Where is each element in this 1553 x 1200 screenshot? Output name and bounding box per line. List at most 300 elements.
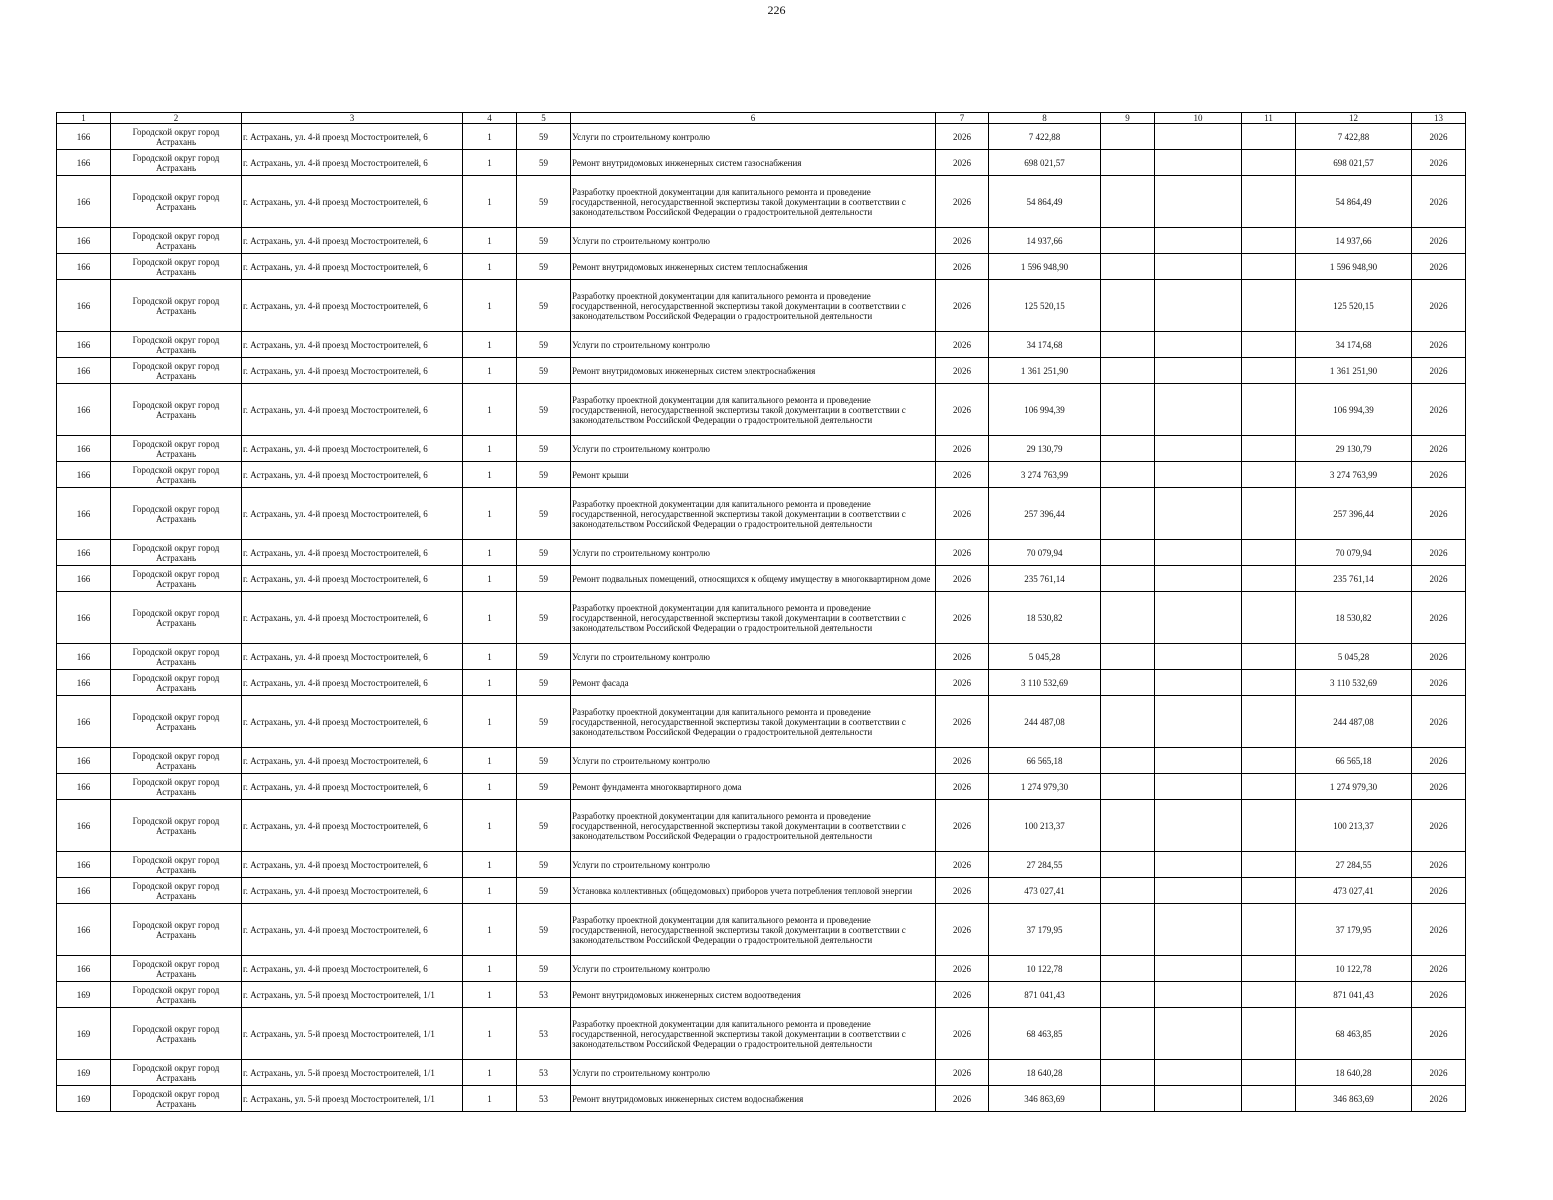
cell-row-number: 166: [57, 566, 111, 592]
cell-col-10: [1155, 540, 1242, 566]
cell-row-number: 166: [57, 748, 111, 774]
cell-work-type: Услуги по строительному контролю: [571, 332, 936, 358]
cell-col-10: [1155, 748, 1242, 774]
cell-completion-year: 2026: [1412, 1008, 1466, 1060]
cell-year: 2026: [936, 1086, 989, 1112]
cell-row-number: 169: [57, 1008, 111, 1060]
cell-work-type: Разработку проектной документации для капитального ремонта и проведение государственной, негосударственной экспертизы такой документации в соответствии с законодательством Российской Федерации о градостроительной деятельности: [571, 488, 936, 540]
table-row: [57, 748, 1466, 774]
cell-col-9: [1101, 670, 1155, 696]
cell-completion-year: 2026: [1412, 384, 1466, 436]
cell-col-9: [1101, 956, 1155, 982]
cell-col-4: 1: [463, 254, 517, 280]
cell-col-5: 59: [517, 904, 571, 956]
cell-col-5: 53: [517, 1086, 571, 1112]
cell-col-5: 59: [517, 852, 571, 878]
cell-completion-year: 2026: [1412, 982, 1466, 1008]
cell-col-11: [1242, 878, 1296, 904]
cell-cost: 34 174,68: [989, 332, 1101, 358]
cell-cost: 5 045,28: [989, 644, 1101, 670]
column-header-7: 7: [936, 113, 989, 124]
cell-col-9: [1101, 696, 1155, 748]
cell-address: г. Астрахань, ул. 4-й проезд Мостостроителей, 6: [242, 280, 463, 332]
cell-col-10: [1155, 280, 1242, 332]
cell-municipality: Городской округ город Астрахань: [111, 644, 242, 670]
cell-col-9: [1101, 488, 1155, 540]
cell-address: г. Астрахань, ул. 5-й проезд Мостостроителей, 1/1: [242, 982, 463, 1008]
cell-total: 871 041,43: [1296, 982, 1412, 1008]
cell-col-10: [1155, 566, 1242, 592]
cell-col-4: 1: [463, 150, 517, 176]
cell-col-10: [1155, 852, 1242, 878]
cell-year: 2026: [936, 254, 989, 280]
cell-col-11: [1242, 150, 1296, 176]
cell-col-4: 1: [463, 956, 517, 982]
cell-col-5: 59: [517, 436, 571, 462]
cell-work-type: Разработку проектной документации для капитального ремонта и проведение государственной, негосударственной экспертизы такой документации в соответствии с законодательством Российской Федерации о градостроительной деятельности: [571, 904, 936, 956]
cell-col-4: 1: [463, 332, 517, 358]
cell-completion-year: 2026: [1412, 774, 1466, 800]
cell-municipality: Городской округ город Астрахань: [111, 748, 242, 774]
cell-row-number: 169: [57, 1086, 111, 1112]
cell-row-number: 166: [57, 332, 111, 358]
column-header-1: 1: [57, 113, 111, 124]
cell-total: 34 174,68: [1296, 332, 1412, 358]
cell-work-type: Разработку проектной документации для капитального ремонта и проведение государственной, негосударственной экспертизы такой документации в соответствии с законодательством Российской Федерации о градостроительной деятельности: [571, 696, 936, 748]
cell-total: 70 079,94: [1296, 540, 1412, 566]
column-header-3: 3: [242, 113, 463, 124]
cell-cost: 27 284,55: [989, 852, 1101, 878]
cell-col-11: [1242, 748, 1296, 774]
cell-municipality: Городской округ город Астрахань: [111, 904, 242, 956]
cell-col-9: [1101, 982, 1155, 1008]
table-row: [57, 488, 1466, 540]
cell-col-10: [1155, 592, 1242, 644]
cell-col-9: [1101, 358, 1155, 384]
cell-col-9: [1101, 644, 1155, 670]
cell-col-9: [1101, 254, 1155, 280]
cell-cost: 473 027,41: [989, 878, 1101, 904]
cell-completion-year: 2026: [1412, 644, 1466, 670]
cell-municipality: Городской округ город Астрахань: [111, 228, 242, 254]
cell-address: г. Астрахань, ул. 4-й проезд Мостостроителей, 6: [242, 540, 463, 566]
cell-col-9: [1101, 124, 1155, 150]
cell-row-number: 166: [57, 956, 111, 982]
cell-total: 10 122,78: [1296, 956, 1412, 982]
cell-address: г. Астрахань, ул. 4-й проезд Мостостроителей, 6: [242, 436, 463, 462]
cell-year: 2026: [936, 592, 989, 644]
cell-col-5: 59: [517, 254, 571, 280]
header-row: [57, 113, 1466, 124]
cell-work-type: Услуги по строительному контролю: [571, 852, 936, 878]
cell-col-9: [1101, 800, 1155, 852]
cell-completion-year: 2026: [1412, 436, 1466, 462]
cell-col-4: 1: [463, 670, 517, 696]
cell-work-type: Разработку проектной документации для капитального ремонта и проведение государственной, негосударственной экспертизы такой документации в соответствии с законодательством Российской Федерации о градостроительной деятельности: [571, 800, 936, 852]
cell-col-10: [1155, 1008, 1242, 1060]
cell-col-11: [1242, 696, 1296, 748]
cell-cost: 346 863,69: [989, 1086, 1101, 1112]
cell-col-9: [1101, 228, 1155, 254]
cell-work-type: Ремонт внутридомовых инженерных систем электроснабжения: [571, 358, 936, 384]
cell-address: г. Астрахань, ул. 4-й проезд Мостостроителей, 6: [242, 566, 463, 592]
cell-work-type: Разработку проектной документации для капитального ремонта и проведение государственной, негосударственной экспертизы такой документации в соответствии с законодательством Российской Федерации о градостроительной деятельности: [571, 592, 936, 644]
cell-col-5: 59: [517, 800, 571, 852]
cell-completion-year: 2026: [1412, 852, 1466, 878]
cell-row-number: 166: [57, 592, 111, 644]
cell-col-4: 1: [463, 1008, 517, 1060]
table-row: [57, 228, 1466, 254]
cell-municipality: Городской округ город Астрахань: [111, 1008, 242, 1060]
table-row: [57, 982, 1466, 1008]
cell-cost: 1 596 948,90: [989, 254, 1101, 280]
cell-year: 2026: [936, 774, 989, 800]
registry-table: [56, 112, 1466, 1112]
cell-year: 2026: [936, 1008, 989, 1060]
cell-work-type: Разработку проектной документации для капитального ремонта и проведение государственной, негосударственной экспертизы такой документации в соответствии с законодательством Российской Федерации о градостроительной деятельности: [571, 176, 936, 228]
cell-year: 2026: [936, 748, 989, 774]
cell-total: 18 640,28: [1296, 1060, 1412, 1086]
cell-col-5: 59: [517, 280, 571, 332]
cell-total: 106 994,39: [1296, 384, 1412, 436]
cell-cost: 244 487,08: [989, 696, 1101, 748]
cell-address: г. Астрахань, ул. 4-й проезд Мостостроителей, 6: [242, 358, 463, 384]
cell-year: 2026: [936, 280, 989, 332]
table-row: [57, 384, 1466, 436]
cell-address: г. Астрахань, ул. 4-й проезд Мостостроителей, 6: [242, 696, 463, 748]
cell-col-10: [1155, 254, 1242, 280]
table-row: [57, 254, 1466, 280]
cell-col-10: [1155, 696, 1242, 748]
cell-address: г. Астрахань, ул. 4-й проезд Мостостроителей, 6: [242, 592, 463, 644]
cell-completion-year: 2026: [1412, 280, 1466, 332]
cell-col-10: [1155, 878, 1242, 904]
cell-total: 244 487,08: [1296, 696, 1412, 748]
cell-total: 68 463,85: [1296, 1008, 1412, 1060]
table-row: [57, 332, 1466, 358]
cell-municipality: Городской округ город Астрахань: [111, 462, 242, 488]
column-header-6: 6: [571, 113, 936, 124]
column-header-4: 4: [463, 113, 517, 124]
cell-work-type: Ремонт крыши: [571, 462, 936, 488]
cell-row-number: 169: [57, 982, 111, 1008]
cell-col-10: [1155, 644, 1242, 670]
cell-col-11: [1242, 176, 1296, 228]
cell-col-11: [1242, 1086, 1296, 1112]
cell-work-type: Ремонт фундамента многоквартирного дома: [571, 774, 936, 800]
cell-cost: 125 520,15: [989, 280, 1101, 332]
cell-col-10: [1155, 358, 1242, 384]
table-row: [57, 540, 1466, 566]
cell-municipality: Городской округ город Астрахань: [111, 384, 242, 436]
cell-col-5: 59: [517, 644, 571, 670]
cell-col-10: [1155, 670, 1242, 696]
cell-col-11: [1242, 982, 1296, 1008]
table-row: [57, 566, 1466, 592]
cell-year: 2026: [936, 462, 989, 488]
cell-address: г. Астрахань, ул. 4-й проезд Мостостроителей, 6: [242, 488, 463, 540]
cell-col-4: 1: [463, 748, 517, 774]
cell-municipality: Городской округ город Астрахань: [111, 488, 242, 540]
cell-work-type: Ремонт внутридомовых инженерных систем водоотведения: [571, 982, 936, 1008]
cell-address: г. Астрахань, ул. 4-й проезд Мостостроителей, 6: [242, 462, 463, 488]
cell-work-type: Услуги по строительному контролю: [571, 540, 936, 566]
cell-completion-year: 2026: [1412, 332, 1466, 358]
cell-total: 257 396,44: [1296, 488, 1412, 540]
column-header-5: 5: [517, 113, 571, 124]
cell-col-9: [1101, 904, 1155, 956]
cell-cost: 1 274 979,30: [989, 774, 1101, 800]
cell-col-4: 1: [463, 774, 517, 800]
cell-col-5: 59: [517, 748, 571, 774]
cell-col-9: [1101, 592, 1155, 644]
cell-total: 1 596 948,90: [1296, 254, 1412, 280]
cell-cost: 3 110 532,69: [989, 670, 1101, 696]
cell-row-number: 166: [57, 358, 111, 384]
cell-col-10: [1155, 228, 1242, 254]
cell-cost: 18 640,28: [989, 1060, 1101, 1086]
column-header-13: 13: [1412, 113, 1466, 124]
cell-col-11: [1242, 644, 1296, 670]
cell-row-number: 166: [57, 488, 111, 540]
cell-year: 2026: [936, 358, 989, 384]
cell-completion-year: 2026: [1412, 540, 1466, 566]
cell-col-5: 59: [517, 124, 571, 150]
cell-address: г. Астрахань, ул. 4-й проезд Мостостроителей, 6: [242, 800, 463, 852]
cell-municipality: Городской округ город Астрахань: [111, 1086, 242, 1112]
cell-col-10: [1155, 332, 1242, 358]
cell-completion-year: 2026: [1412, 228, 1466, 254]
cell-col-4: 1: [463, 592, 517, 644]
cell-work-type: Услуги по строительному контролю: [571, 1060, 936, 1086]
cell-address: г. Астрахань, ул. 4-й проезд Мостостроителей, 6: [242, 852, 463, 878]
cell-col-11: [1242, 566, 1296, 592]
cell-col-10: [1155, 384, 1242, 436]
cell-cost: 18 530,82: [989, 592, 1101, 644]
cell-row-number: 166: [57, 670, 111, 696]
cell-col-11: [1242, 800, 1296, 852]
cell-address: г. Астрахань, ул. 5-й проезд Мостостроителей, 1/1: [242, 1086, 463, 1112]
cell-completion-year: 2026: [1412, 462, 1466, 488]
cell-year: 2026: [936, 982, 989, 1008]
cell-total: 5 045,28: [1296, 644, 1412, 670]
cell-col-10: [1155, 1060, 1242, 1086]
cell-total: 346 863,69: [1296, 1086, 1412, 1112]
cell-row-number: 166: [57, 384, 111, 436]
cell-municipality: Городской округ город Астрахань: [111, 254, 242, 280]
cell-row-number: 166: [57, 540, 111, 566]
cell-work-type: Ремонт внутридомовых инженерных систем газоснабжения: [571, 150, 936, 176]
cell-completion-year: 2026: [1412, 150, 1466, 176]
cell-completion-year: 2026: [1412, 904, 1466, 956]
cell-col-4: 1: [463, 358, 517, 384]
cell-address: г. Астрахань, ул. 4-й проезд Мостостроителей, 6: [242, 332, 463, 358]
cell-col-9: [1101, 1008, 1155, 1060]
cell-col-4: 1: [463, 436, 517, 462]
cell-work-type: Ремонт фасада: [571, 670, 936, 696]
cell-col-4: 1: [463, 644, 517, 670]
table-row: [57, 1086, 1466, 1112]
table-row: [57, 644, 1466, 670]
table-row: [57, 800, 1466, 852]
cell-col-4: 1: [463, 904, 517, 956]
cell-work-type: Услуги по строительному контролю: [571, 228, 936, 254]
cell-completion-year: 2026: [1412, 488, 1466, 540]
cell-total: 3 274 763,99: [1296, 462, 1412, 488]
cell-year: 2026: [936, 956, 989, 982]
table-row: [57, 462, 1466, 488]
cell-year: 2026: [936, 1060, 989, 1086]
cell-col-11: [1242, 436, 1296, 462]
cell-col-11: [1242, 254, 1296, 280]
cell-cost: 100 213,37: [989, 800, 1101, 852]
cell-col-5: 59: [517, 358, 571, 384]
cell-work-type: Установка коллективных (общедомовых) приборов учета потребления тепловой энергии: [571, 878, 936, 904]
cell-cost: 235 761,14: [989, 566, 1101, 592]
cell-address: г. Астрахань, ул. 5-й проезд Мостостроителей, 1/1: [242, 1008, 463, 1060]
cell-col-5: 59: [517, 956, 571, 982]
cell-row-number: 166: [57, 800, 111, 852]
cell-col-9: [1101, 878, 1155, 904]
cell-municipality: Городской округ город Астрахань: [111, 176, 242, 228]
cell-row-number: 166: [57, 644, 111, 670]
cell-col-9: [1101, 332, 1155, 358]
cell-col-10: [1155, 904, 1242, 956]
cell-col-4: 1: [463, 462, 517, 488]
table-row: [57, 124, 1466, 150]
cell-year: 2026: [936, 124, 989, 150]
column-header-10: 10: [1155, 113, 1242, 124]
cell-col-9: [1101, 384, 1155, 436]
cell-col-9: [1101, 748, 1155, 774]
cell-row-number: 166: [57, 774, 111, 800]
cell-col-4: 1: [463, 800, 517, 852]
cell-cost: 257 396,44: [989, 488, 1101, 540]
table-row: [57, 358, 1466, 384]
cell-col-11: [1242, 280, 1296, 332]
cell-col-11: [1242, 1060, 1296, 1086]
cell-total: 66 565,18: [1296, 748, 1412, 774]
cell-col-10: [1155, 124, 1242, 150]
cell-total: 29 130,79: [1296, 436, 1412, 462]
cell-col-9: [1101, 436, 1155, 462]
cell-col-5: 59: [517, 696, 571, 748]
cell-col-4: 1: [463, 696, 517, 748]
cell-col-5: 53: [517, 982, 571, 1008]
table-row: [57, 1008, 1466, 1060]
cell-completion-year: 2026: [1412, 254, 1466, 280]
cell-cost: 54 864,49: [989, 176, 1101, 228]
cell-municipality: Городской округ город Астрахань: [111, 696, 242, 748]
column-header-12: 12: [1296, 113, 1412, 124]
cell-row-number: 166: [57, 904, 111, 956]
cell-address: г. Астрахань, ул. 5-й проезд Мостостроителей, 1/1: [242, 1060, 463, 1086]
cell-total: 125 520,15: [1296, 280, 1412, 332]
cell-col-10: [1155, 982, 1242, 1008]
cell-col-11: [1242, 956, 1296, 982]
cell-municipality: Городской округ город Астрахань: [111, 774, 242, 800]
cell-col-10: [1155, 488, 1242, 540]
cell-col-5: 59: [517, 566, 571, 592]
cell-total: 698 021,57: [1296, 150, 1412, 176]
cell-cost: 698 021,57: [989, 150, 1101, 176]
cell-col-10: [1155, 800, 1242, 852]
cell-year: 2026: [936, 670, 989, 696]
cell-address: г. Астрахань, ул. 4-й проезд Мостостроителей, 6: [242, 254, 463, 280]
cell-col-11: [1242, 904, 1296, 956]
cell-col-11: [1242, 384, 1296, 436]
cell-row-number: 166: [57, 228, 111, 254]
cell-col-9: [1101, 774, 1155, 800]
cell-work-type: Разработку проектной документации для капитального ремонта и проведение государственной, негосударственной экспертизы такой документации в соответствии с законодательством Российской Федерации о градостроительной деятельности: [571, 384, 936, 436]
cell-completion-year: 2026: [1412, 696, 1466, 748]
cell-col-11: [1242, 774, 1296, 800]
cell-year: 2026: [936, 436, 989, 462]
cell-col-4: 1: [463, 1060, 517, 1086]
cell-municipality: Городской округ город Астрахань: [111, 878, 242, 904]
cell-cost: 871 041,43: [989, 982, 1101, 1008]
cell-address: г. Астрахань, ул. 4-й проезд Мостостроителей, 6: [242, 774, 463, 800]
cell-year: 2026: [936, 644, 989, 670]
cell-municipality: Городской округ город Астрахань: [111, 436, 242, 462]
table-row: [57, 774, 1466, 800]
cell-col-11: [1242, 228, 1296, 254]
cell-col-10: [1155, 436, 1242, 462]
cell-col-11: [1242, 540, 1296, 566]
table-row: [57, 176, 1466, 228]
cell-completion-year: 2026: [1412, 800, 1466, 852]
cell-col-4: 1: [463, 852, 517, 878]
cell-total: 54 864,49: [1296, 176, 1412, 228]
cell-cost: 37 179,95: [989, 904, 1101, 956]
cell-municipality: Городской округ город Астрахань: [111, 1060, 242, 1086]
cell-work-type: Ремонт подвальных помещений, относящихся к общему имуществу в многоквартирном доме: [571, 566, 936, 592]
table-row: [57, 670, 1466, 696]
cell-address: г. Астрахань, ул. 4-й проезд Мостостроителей, 6: [242, 878, 463, 904]
cell-year: 2026: [936, 566, 989, 592]
cell-completion-year: 2026: [1412, 1086, 1466, 1112]
cell-col-5: 59: [517, 878, 571, 904]
cell-address: г. Астрахань, ул. 4-й проезд Мостостроителей, 6: [242, 748, 463, 774]
cell-col-4: 1: [463, 176, 517, 228]
cell-total: 3 110 532,69: [1296, 670, 1412, 696]
cell-row-number: 166: [57, 176, 111, 228]
table-row: [57, 696, 1466, 748]
cell-municipality: Городской округ город Астрахань: [111, 332, 242, 358]
cell-cost: 68 463,85: [989, 1008, 1101, 1060]
cell-col-11: [1242, 592, 1296, 644]
cell-municipality: Городской округ город Астрахань: [111, 800, 242, 852]
cell-year: 2026: [936, 904, 989, 956]
cell-year: 2026: [936, 228, 989, 254]
cell-municipality: Городской округ город Астрахань: [111, 150, 242, 176]
cell-total: 7 422,88: [1296, 124, 1412, 150]
cell-row-number: 166: [57, 462, 111, 488]
cell-col-4: 1: [463, 878, 517, 904]
cell-municipality: Городской округ город Астрахань: [111, 566, 242, 592]
cell-col-9: [1101, 540, 1155, 566]
cell-col-10: [1155, 176, 1242, 228]
cell-year: 2026: [936, 332, 989, 358]
cell-col-11: [1242, 332, 1296, 358]
cell-municipality: Городской округ город Астрахань: [111, 670, 242, 696]
cell-row-number: 166: [57, 696, 111, 748]
cell-col-10: [1155, 956, 1242, 982]
cell-col-5: 59: [517, 228, 571, 254]
cell-address: г. Астрахань, ул. 4-й проезд Мостостроителей, 6: [242, 644, 463, 670]
cell-work-type: Услуги по строительному контролю: [571, 748, 936, 774]
cell-municipality: Городской округ город Астрахань: [111, 592, 242, 644]
